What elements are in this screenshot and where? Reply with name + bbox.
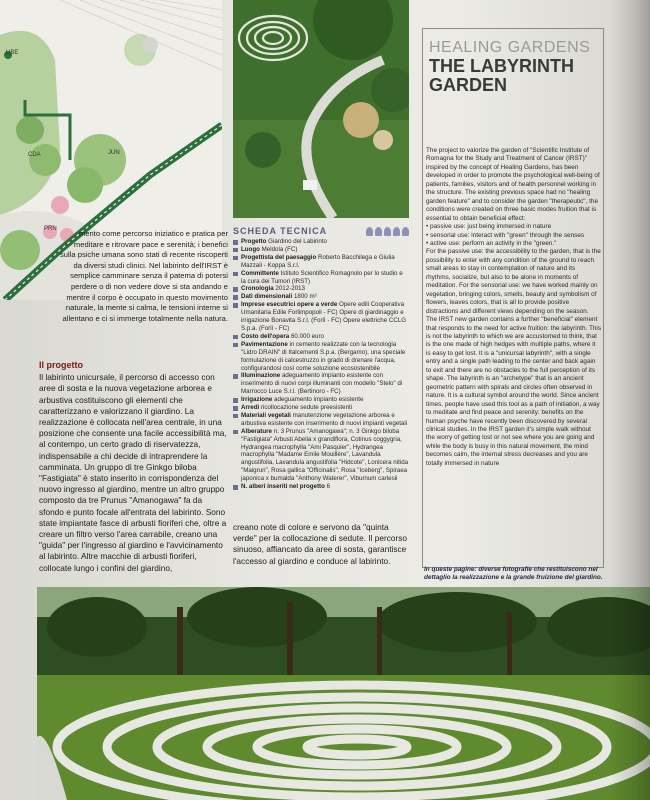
progetto-continuation-text: creano note di colore e servono da "quinta verde" per la collocazione di sedute. Il percorso sinuoso, affiancato da aree di sosta, garantisce l'accesso al giardino e conduce al labirinto. (233, 522, 408, 566)
scheda-item-text: 6 (326, 483, 331, 491)
scheda-list (233, 238, 409, 491)
scheda-item-label: Progettista del paesaggio (241, 253, 317, 261)
scheda-item-text: 1800 m² (293, 293, 317, 301)
plan-label: PRN (44, 226, 57, 232)
scheda-item-label: Costo dell'opera (241, 332, 290, 340)
english-bullet: • active use: perform an activity in the "green." (426, 239, 557, 247)
intro-paragraph (60, 229, 228, 324)
scheda-item-text: adeguamento impianto esistente (274, 396, 364, 404)
progetto-body: Il labirinto unicursale, il percorso di accesso con aree di sosta e la nuova vegetazione arborea e arbustiva costituiscono gli elementi che caratterizzano e valorizzano il giardino. La realizzazione è collocata nell'area centrale, in una posizione che consente una facile accessibilità ma, al contempo, un certo grado di riservatezza, indispensabile a chi decide di intraprendere la camminata. Un gruppo di tre Ginkgo biloba "Fastigiata" è stato inserito in corrispondenza del nuovo ingresso al giardino, mentre un altro gruppo composto da tre Prunus "Amanogawa" fa da sfondo e punto focale all'entrata del labirinto. Sono state impiantate fasce di arbusti fioriferi che, oltre a creare un filtro verso l'area carrabile, creano una "guida" per l'ingresso al giardino e l'avvicinamento al labirinto. Altre macchie di arbusti fioriferi, collocate lungo i confini del giardino, (39, 372, 227, 573)
progetto-section (39, 360, 229, 574)
scheda-item-text: manutenzione vegetazione arborea e arbustiva esistente con inserimento di nuovi impianti vegetali (241, 411, 408, 427)
scheda-item (233, 246, 409, 254)
scheda-item-text: ricollocazione sedute preesistenti (260, 404, 353, 412)
english-body (426, 147, 601, 468)
scheda-item (233, 238, 409, 246)
scheda-item (233, 412, 409, 428)
scheda-item-text: Roberto Bacchilega e Giulia Mazzali - Koppa S.r.l. (241, 253, 395, 269)
scheda-item (233, 301, 409, 333)
scheda-item (233, 333, 409, 341)
english-title: THE LABYRINTH GARDEN (429, 56, 574, 95)
plan-label: JUN (108, 150, 120, 156)
scheda-item-label: Illuminazione (241, 372, 281, 380)
aerial-photo-svg (233, 0, 409, 218)
scheda-item (233, 293, 409, 301)
aerial-photo (233, 0, 409, 218)
scheda-item-label: Imprese esecutrici opere a verde (241, 301, 338, 309)
scheda-item (233, 372, 409, 396)
progetto-continuation (233, 522, 409, 567)
intro-text: mento come percorso iniziatico e pratica per meditare e ritrovare pace e serenità; i benefici sulla psiche umana sono stati di recente riscoperti da diversi studi clinici. Nel labirinto dell'IRST è semplice camminare senza il patema di potersi perdere o di non vedere dove si sta andando e mentre il corpo è occupato in questo movimento naturale, la mente si calma, le tensioni interne si allentano e ci si immerge totalmente nella natura. (60, 229, 228, 323)
trees-icon (366, 227, 409, 236)
scheda-item (233, 270, 409, 286)
plan-label: CDA (28, 152, 41, 158)
scheda-item (233, 285, 409, 293)
scheda-item-label: Irrigazione (241, 396, 273, 404)
scheda-item-label: Materiali vegetali (241, 411, 291, 419)
scheda-item-text: 2012-2013 (275, 285, 305, 293)
english-body-main: For the passive use: the accessibility to the garden, that is the possibility to enter with any condition of the ground to reach small areas to stay in contemplation of nature and its rhythms, socialize, but also to be alone in moments of meditation. For the sensorial use: we have worked mainly on vegetation, bringing colors, smells, beauty and symbolism of flowers, leaves colors, that is all to provide positive distractions and different views depending on the season. The IRST new garden contains a further "beneficial" element that responds to the need for active fruition: the labyrinth. This is not the labyrinth to which we are accustomed to think, that is the one made of high hedges with multiple paths, where it is easy to get lost. It is a "unicursal labyrinth", with a single entry and a single path leading to the center and back again to exit and there are no obstacles to the full perception of its shape. The labyrinth is an "archetype" that is an ancient geometric pattern with spirals and circles often observed in nature. It is a cultural symbol around the world. Since ancient times, people have used this tool as a path of initiation, a way to meditate and find peace and serenity: benefits on the human psyche have recently been discovered by several clinical studies. In the IRST garden it's simple walk without the worry of getting lost or not see where you are going and while the body is busy in this natural movement, the mind becomes calm, the internal stress decreases and you are totally immersed in nature (426, 248, 602, 467)
scheda-item-text: n. 3 Prunus "Amanogawa"; n. 3 Ginkgo biloba "Fastigiata" Arbusti Abelia x grandiflora, Cotinus coggygria, Hydrangea macrophylla "Ami Pasquier", Hydrangea macrophylla "Madame Emile Mouillère", Lavandula angustifolia, Lavandula angustifolia "Hidcote", Lonicera nitida "Maigrun", Rosa gallica "Officinalis", Rosa "Iceberg", Spiraea japonica x bumalda "Anthony Waterer", Viburnum carlesii (241, 427, 409, 483)
scheda-item (233, 483, 409, 491)
scheda-item (233, 341, 409, 373)
scheda-tecnica (233, 226, 409, 491)
scheda-item-text: adeguamento impianto esistente con inserimento di nuovi corpi illuminanti con modello "Stelo" di Marrocco Luce S.r.l. (Bertinoro - FC) (241, 372, 403, 396)
scheda-item (233, 404, 409, 412)
english-bullet: • passive use: just being immersed in nature (426, 223, 552, 231)
scheda-item-label: Pavimentazione (241, 340, 288, 348)
scheda-item-text: Istituto Scientifico Romagnolo per lo studio e la cura dei Tumori (IRST) (241, 269, 403, 285)
scheda-item-text: 60.000 euro (290, 332, 324, 340)
scheda-item-label: Alberature (241, 427, 272, 435)
scheda-item-label: Dati dimensionali (241, 293, 293, 301)
labyrinth-photo (37, 587, 650, 800)
scheda-item-text: Meldola (FC) (261, 245, 298, 253)
progetto-heading: Il progetto (39, 360, 83, 370)
plan-label: UBE (6, 50, 19, 56)
english-body-intro: The project to valorize the garden of "Scientific Institute of Romagna for the Study and Treatment of Cancer (IRST)" inspired by the concept of Healing Gardens, has been developed in order to promote the psychological well-being of patients, families, visitors and of health personnel working in the structure. The existing previous space had no "healing garden feature" and to consider the garden "therapeutic", the conditions were created on three basic modes fruition that is essential to obtain beneficial effect: (426, 147, 600, 222)
english-bullet: • sensorial use: interact with "green" through the senses (426, 231, 585, 239)
photo-caption: In queste pagine: diverse fotografie che restituiscono nel dettaglio la realizzazione e la grande fruizione del giardino. (424, 566, 603, 581)
scheda-title-row (233, 226, 409, 236)
english-kicker: HEALING GARDENS (429, 39, 591, 56)
scheda-item-text: in cemento realizzate con la tecnologia "Lidro DRAIN" di Italcementi S.p.a. (Bergamo), una speciale formulazione di calcestruzzo in grado di drenare l'acqua, configurandosi così come soluzione ecosostenibile (241, 340, 406, 372)
scheda-item-label: Committente (241, 269, 279, 277)
labyrinth-photo-svg (37, 587, 650, 800)
scheda-title: SCHEDA TECNICA (233, 226, 328, 236)
scheda-item-label: Arredi (241, 404, 260, 412)
scheda-item (233, 396, 409, 404)
scheda-item-label: Cronologia (241, 285, 274, 293)
scheda-item-label: Luogo (241, 245, 260, 253)
scheda-item-text: Opere edili Cooperativa Umanitaria Edile Forlimpopoli - FC) Opere di giardinaggio e irrigazione Bonavita S.r.l. (Forlì - FC) Opere elettriche CCLG S.p.a. (Forlì - FC) (241, 301, 407, 332)
scheda-item-label: N. alberi inseriti nel progetto (241, 483, 325, 491)
scheda-item (233, 254, 409, 270)
scheda-item-text: Giardino del Labirinto (268, 238, 327, 245)
english-summary-box (422, 28, 604, 568)
scheda-item (233, 428, 409, 483)
scheda-item-label: Progetto (241, 238, 267, 245)
